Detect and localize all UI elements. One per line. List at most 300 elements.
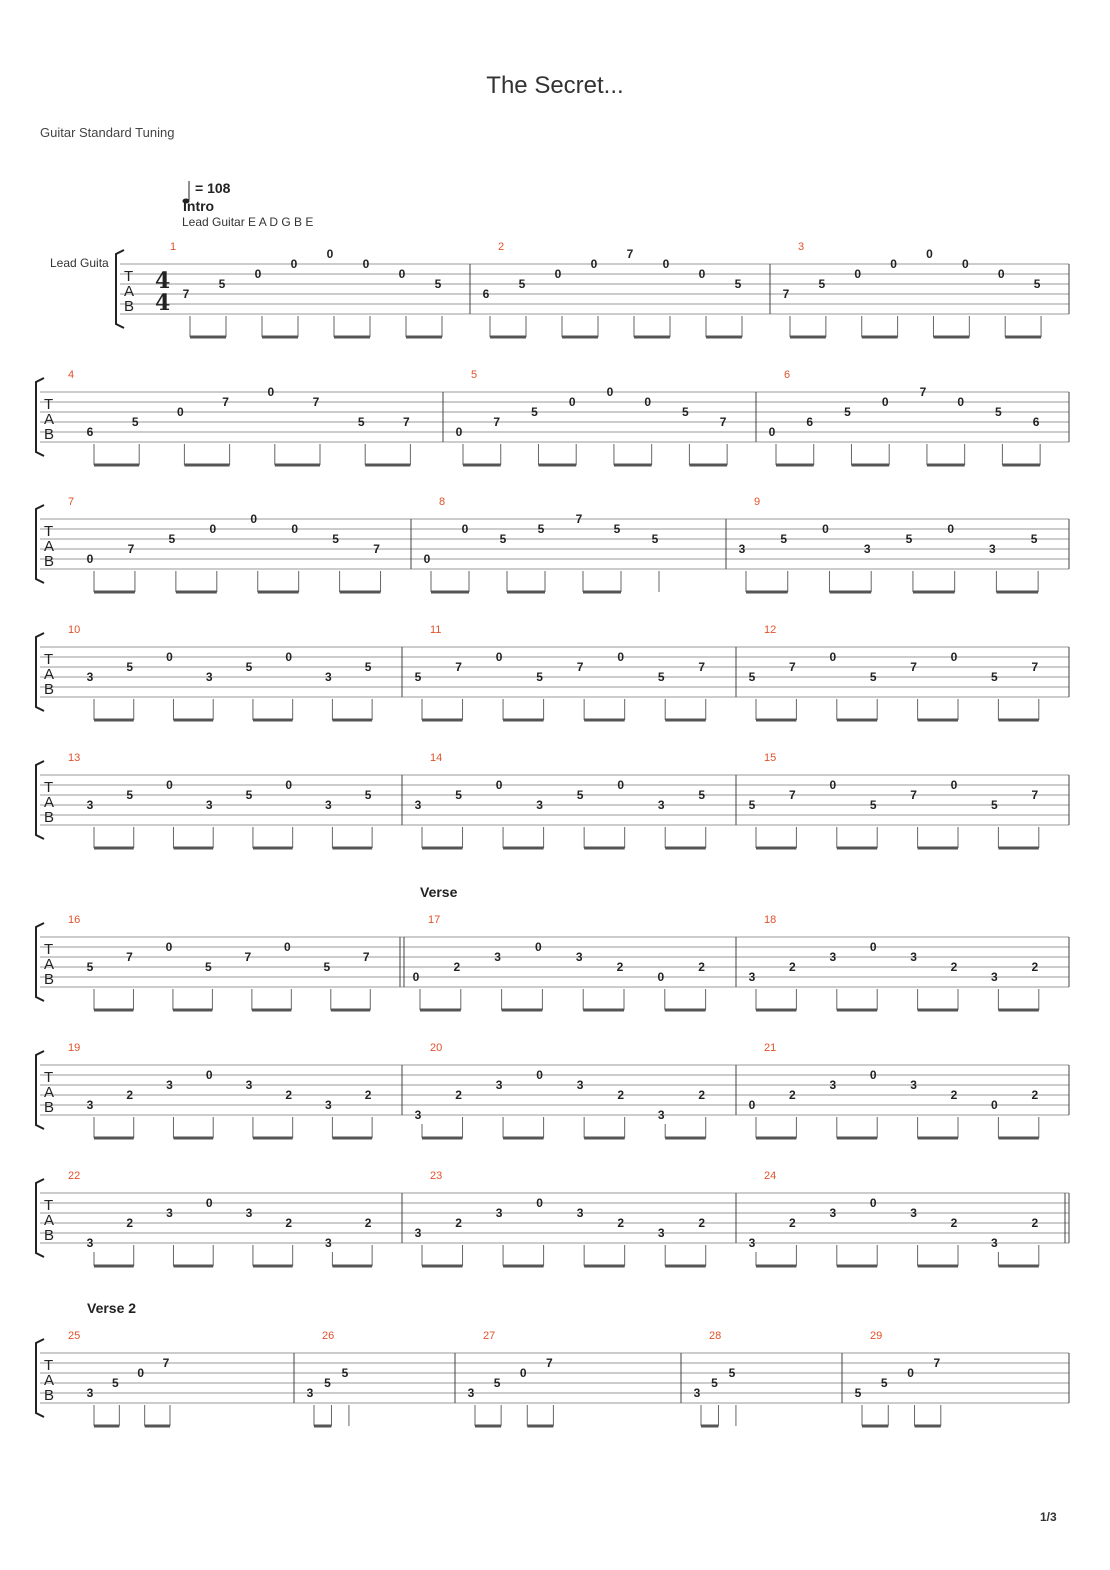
tab-clef-letter: T [44, 396, 54, 413]
fret-number: 2 [698, 1216, 706, 1230]
fret-number: 7 [126, 950, 133, 964]
tab-clef-letter: T [124, 268, 134, 285]
fret-number: 0 [285, 778, 293, 792]
tab-clef-letter: B [44, 1227, 55, 1244]
fret-number: 2 [616, 960, 624, 974]
fret-number: 2 [950, 1216, 958, 1230]
measure [855, 1330, 941, 1426]
fret-number: 3 [910, 1206, 917, 1220]
fret-number: 3 [989, 542, 996, 556]
fret-number: 7 [789, 788, 796, 802]
fret-number: 3 [910, 1078, 917, 1092]
measure-number: 26 [322, 1330, 335, 1342]
fret-number: 2 [617, 1088, 625, 1102]
measure-number: 25 [68, 1330, 81, 1342]
fret-number: 2 [126, 1088, 134, 1102]
system-bracket [36, 633, 44, 711]
fret-number: 5 [414, 670, 422, 684]
time-sig-top: 4 [155, 268, 171, 294]
fret-number: 0 [495, 778, 503, 792]
tab-system [36, 884, 1069, 1010]
fret-number: 5 [332, 532, 339, 546]
system-bracket [36, 378, 44, 456]
tempo-text: = 108 [195, 180, 231, 196]
fret-number: 2 [285, 1216, 293, 1230]
system-bracket [36, 761, 44, 839]
measure [749, 914, 1039, 1010]
fret-number: 5 [168, 532, 176, 546]
fret-number: 0 [412, 970, 420, 984]
fret-number: 3 [657, 1108, 665, 1122]
fret-number: 3 [748, 970, 756, 984]
fret-number: 7 [403, 415, 410, 429]
system-bracket [36, 505, 44, 583]
fret-number: 5 [323, 960, 331, 974]
fret-number: 0 [267, 385, 275, 399]
measure-number: 1 [170, 241, 177, 253]
fret-number: 3 [414, 798, 422, 812]
tab-clef-letter: A [44, 666, 55, 683]
fret-number: 0 [423, 552, 431, 566]
fret-number: 5 [218, 277, 226, 291]
section-label: Verse 2 [87, 1300, 137, 1316]
measure [749, 752, 1039, 848]
fret-number: 3 [86, 670, 94, 684]
fret-number: 7 [698, 660, 706, 674]
fret-number: 0 [950, 778, 958, 792]
tab-clef-letter: T [44, 1197, 54, 1214]
tab-clef-letter: A [44, 956, 55, 973]
fret-number: 5 [682, 405, 689, 419]
page-title: The Secret... [486, 72, 624, 99]
measure-number: 21 [764, 1042, 777, 1054]
fret-number: 5 [748, 670, 756, 684]
fret-number: 6 [86, 425, 94, 439]
fret-number: 3 [829, 950, 837, 964]
staff-label: Lead Guita [50, 256, 109, 270]
fret-number: 5 [131, 415, 139, 429]
fret-number: 3 [738, 542, 746, 556]
fret-number: 0 [554, 267, 562, 281]
measure [170, 241, 442, 337]
fret-number: 7 [182, 287, 190, 301]
fret-number: 5 [536, 670, 543, 684]
measure-number: 20 [430, 1042, 443, 1054]
tab-clef-letter: B [44, 1099, 55, 1116]
fret-number: 0 [698, 267, 706, 281]
tab-clef-letter: T [44, 779, 54, 796]
fret-number: 5 [748, 798, 756, 812]
measure-number: 29 [870, 1330, 883, 1342]
measure-number: 4 [68, 369, 75, 381]
fret-number: 0 [568, 395, 576, 409]
fret-number: 0 [165, 940, 173, 954]
fret-number: 5 [657, 670, 665, 684]
fret-number: 0 [205, 1196, 213, 1210]
fret-number: 5 [869, 670, 877, 684]
fret-number: 2 [455, 1216, 462, 1230]
measure-number: 28 [709, 1330, 722, 1342]
measure [68, 1170, 372, 1266]
tab-clef-letter: T [44, 941, 54, 958]
fret-number: 5 [205, 960, 212, 974]
fret-number: 5 [357, 415, 365, 429]
page-number: 1/3 [1040, 1510, 1057, 1524]
fret-number: 5 [869, 798, 877, 812]
fret-number: 0 [950, 650, 958, 664]
fret-number: 0 [662, 257, 670, 271]
fret-number: 0 [829, 650, 837, 664]
track-name: Lead Guitar E A D G B E [182, 215, 314, 229]
fret-number: 0 [617, 778, 625, 792]
fret-number: 3 [245, 1078, 253, 1092]
measure [68, 914, 370, 1010]
fret-number: 3 [693, 1386, 701, 1400]
measure-number: 8 [439, 496, 446, 508]
fret-number: 0 [326, 247, 334, 261]
fret-number: 2 [789, 960, 796, 974]
fret-number: 2 [789, 1088, 796, 1102]
tab-system [36, 752, 1069, 848]
measure [749, 1170, 1039, 1266]
fret-number: 0 [254, 267, 262, 281]
tuning-label: Guitar Standard Tuning [40, 125, 175, 140]
fret-number: 7 [626, 247, 634, 261]
fret-number: 5 [576, 788, 584, 802]
fret-number: 3 [657, 1226, 665, 1240]
measure-number: 22 [68, 1170, 81, 1182]
measure-number: 18 [764, 914, 777, 926]
tab-clef-letter: B [44, 553, 55, 570]
measure-number: 5 [471, 369, 478, 381]
fret-number: 3 [991, 970, 998, 984]
measure-number: 17 [428, 914, 441, 926]
measure [68, 752, 372, 848]
fret-number: 2 [950, 1088, 958, 1102]
measure-number: 3 [798, 241, 805, 253]
fret-number: 2 [950, 960, 958, 974]
fret-number: 2 [1031, 960, 1039, 974]
fret-number: 3 [829, 1206, 837, 1220]
fret-number: 3 [536, 798, 543, 812]
fret-number: 7 [362, 950, 370, 964]
fret-number: 3 [495, 1206, 503, 1220]
fret-number: 3 [205, 670, 213, 684]
fret-number: 7 [493, 415, 501, 429]
fret-number: 5 [86, 960, 94, 974]
section-intro: Intro [183, 198, 215, 214]
fret-number: 3 [576, 1078, 584, 1092]
fret-number: 5 [531, 405, 538, 419]
fret-number: 7 [455, 660, 462, 674]
fret-number: 7 [244, 950, 252, 964]
fret-number: 0 [869, 1068, 877, 1082]
measure [424, 496, 659, 592]
fret-number: 2 [698, 1088, 706, 1102]
tab-clef-letter: B [124, 298, 135, 315]
fret-number: 0 [822, 522, 829, 536]
fret-number: 0 [829, 778, 837, 792]
system-bracket [36, 923, 44, 1001]
fret-number: 5 [780, 532, 788, 546]
measure [68, 1330, 170, 1426]
fret-number: 0 [890, 257, 897, 271]
fret-number: 5 [728, 1366, 736, 1380]
fret-number: 3 [829, 1078, 837, 1092]
fret-number: 7 [312, 395, 320, 409]
fret-number: 3 [306, 1386, 314, 1400]
fret-number: 2 [698, 960, 705, 974]
fret-number: 2 [364, 1088, 372, 1102]
fret-number: 3 [910, 950, 917, 964]
tab-clef-letter: A [44, 1212, 55, 1229]
fret-number: 5 [126, 660, 134, 674]
fret-number: 3 [657, 798, 665, 812]
measure [783, 241, 1041, 337]
fret-number: 3 [991, 1236, 998, 1250]
fret-number: 0 [644, 395, 652, 409]
fret-number: 0 [250, 512, 258, 526]
fret-number: 6 [482, 287, 490, 301]
fret-number: 0 [166, 778, 173, 792]
fret-number: 5 [499, 532, 507, 546]
fret-number: 5 [844, 405, 851, 419]
tab-clef-letter: T [44, 651, 54, 668]
measure-number: 27 [483, 1330, 496, 1342]
fret-number: 2 [617, 1216, 625, 1230]
tab-system [36, 496, 1069, 592]
tab-system [36, 1300, 1069, 1426]
system-bracket [36, 1179, 44, 1257]
fret-number: 0 [854, 267, 862, 281]
measure-number: 12 [764, 624, 777, 636]
tab-clef-letter: T [44, 523, 54, 540]
tab-clef-letter: B [44, 681, 55, 698]
fret-number: 0 [519, 1366, 527, 1380]
fret-number: 0 [455, 425, 463, 439]
fret-number: 0 [869, 940, 877, 954]
tab-clef-letter: B [44, 426, 55, 443]
fret-number: 0 [536, 1196, 543, 1210]
fret-number: 0 [997, 267, 1005, 281]
fret-number: 5 [651, 532, 659, 546]
measure-number: 7 [68, 496, 75, 508]
fret-number: 7 [910, 660, 917, 674]
fret-number: 5 [518, 277, 526, 291]
fret-number: 3 [325, 798, 332, 812]
fret-number: 5 [493, 1376, 501, 1390]
tab-system [36, 369, 1069, 465]
fret-number: 2 [1031, 1088, 1039, 1102]
fret-number: 3 [86, 1098, 94, 1112]
fret-number: 0 [748, 1098, 756, 1112]
measure [68, 369, 410, 465]
fret-number: 7 [919, 385, 927, 399]
fret-number: 0 [137, 1366, 145, 1380]
measure [468, 1330, 554, 1426]
fret-number: 2 [364, 1216, 372, 1230]
measure [739, 496, 1038, 592]
fret-number: 7 [546, 1356, 553, 1370]
system-bracket [116, 250, 124, 328]
measure-number: 23 [430, 1170, 443, 1182]
tab-systems [36, 241, 1069, 1426]
measure [769, 369, 1040, 465]
tab-clef-letter: A [44, 411, 55, 428]
fret-number: 0 [291, 522, 299, 536]
fret-number: 7 [782, 287, 790, 301]
fret-number: 5 [537, 522, 545, 536]
fret-number: 5 [245, 660, 253, 674]
fret-number: 5 [455, 788, 462, 802]
fret-number: 3 [494, 950, 501, 964]
fret-number: 3 [205, 798, 213, 812]
fret-number: 5 [905, 532, 913, 546]
measure [307, 1330, 349, 1426]
tab-clef-letter: A [44, 794, 55, 811]
fret-number: 3 [166, 1078, 173, 1092]
fret-number: 5 [126, 788, 134, 802]
measure [749, 1042, 1039, 1138]
fret-number: 7 [162, 1356, 170, 1370]
tab-system [36, 1170, 1069, 1266]
fret-number: 7 [373, 542, 380, 556]
fret-number: 3 [325, 1098, 332, 1112]
fret-number: 5 [711, 1376, 718, 1390]
fret-number: 7 [719, 415, 727, 429]
fret-number: 0 [991, 1098, 998, 1112]
fret-number: 0 [957, 395, 965, 409]
tab-clef-letter: B [44, 809, 55, 826]
measure-number: 24 [764, 1170, 777, 1182]
fret-number: 3 [166, 1206, 173, 1220]
measure [749, 624, 1039, 720]
fret-number: 0 [869, 1196, 877, 1210]
measure [415, 752, 706, 848]
fret-number: 3 [575, 950, 583, 964]
measure-number: 2 [498, 241, 505, 253]
fret-number: 5 [734, 277, 742, 291]
fret-number: 2 [453, 960, 461, 974]
fret-number: 3 [495, 1078, 503, 1092]
measure-number: 19 [68, 1042, 81, 1054]
measure [483, 241, 742, 337]
measure-number: 15 [764, 752, 777, 764]
fret-number: 0 [166, 650, 173, 664]
tab-system [36, 1042, 1069, 1138]
fret-number: 3 [245, 1206, 253, 1220]
fret-number: 2 [285, 1088, 293, 1102]
fret-number: 5 [364, 788, 372, 802]
fret-number: 0 [535, 940, 542, 954]
measure-number: 16 [68, 914, 81, 926]
measure [68, 496, 381, 592]
fret-number: 0 [606, 385, 614, 399]
fret-number: 5 [818, 277, 826, 291]
time-sig-bottom: 4 [155, 290, 171, 316]
fret-number: 0 [177, 405, 184, 419]
fret-number: 5 [364, 660, 372, 674]
measure [68, 1042, 372, 1138]
tab-system [116, 241, 1069, 337]
measure [415, 624, 706, 720]
fret-number: 3 [414, 1108, 422, 1122]
fret-number: 0 [907, 1366, 914, 1380]
fret-number: 6 [1032, 415, 1040, 429]
fret-number: 7 [575, 512, 583, 526]
tab-clef-letter: A [44, 538, 55, 555]
measure [694, 1330, 736, 1426]
fret-number: 5 [698, 788, 706, 802]
measure-number: 10 [68, 624, 81, 636]
tab-clef-letter: B [44, 1387, 55, 1404]
system-bracket [36, 1339, 44, 1417]
tab-clef-letter: A [44, 1084, 55, 1101]
tab-clef-letter: T [44, 1357, 54, 1374]
fret-number: 0 [461, 522, 469, 536]
measure-number: 6 [784, 369, 791, 381]
fret-number: 7 [576, 660, 584, 674]
fret-number: 0 [536, 1068, 543, 1082]
fret-number: 3 [863, 542, 871, 556]
fret-number: 7 [910, 788, 917, 802]
fret-number: 0 [362, 257, 370, 271]
fret-number: 0 [590, 257, 598, 271]
measure-number: 13 [68, 752, 81, 764]
fret-number: 3 [325, 670, 332, 684]
fret-number: 5 [991, 670, 998, 684]
fret-number: 5 [324, 1376, 331, 1390]
fret-number: 3 [86, 1236, 94, 1250]
fret-number: 3 [467, 1386, 475, 1400]
system-bracket [36, 1051, 44, 1129]
measure-number: 14 [430, 752, 443, 764]
fret-number: 3 [576, 1206, 584, 1220]
fret-number: 5 [1030, 532, 1038, 546]
fret-number: 3 [86, 1386, 94, 1400]
measure [415, 1042, 706, 1138]
fret-number: 7 [127, 542, 135, 556]
measure-number: 9 [754, 496, 761, 508]
fret-number: 0 [285, 650, 293, 664]
fret-number: 5 [245, 788, 253, 802]
fret-number: 0 [926, 247, 933, 261]
fret-number: 3 [414, 1226, 422, 1240]
measure [413, 914, 706, 1010]
tab-clef-letter: A [44, 1372, 55, 1389]
tab-clef-letter: B [44, 971, 55, 988]
fret-number: 5 [111, 1376, 119, 1390]
tab-system [36, 624, 1069, 720]
section-label: Verse [420, 884, 458, 900]
fret-number: 3 [86, 798, 94, 812]
fret-number: 0 [947, 522, 955, 536]
measure-number: 11 [430, 624, 442, 636]
fret-number: 5 [880, 1376, 888, 1390]
fret-number: 0 [283, 940, 291, 954]
fret-number: 0 [398, 267, 406, 281]
fret-number: 5 [991, 798, 998, 812]
fret-number: 3 [748, 1236, 756, 1250]
fret-number: 2 [789, 1216, 796, 1230]
fret-number: 7 [1031, 788, 1039, 802]
measure [68, 624, 372, 720]
fret-number: 2 [455, 1088, 462, 1102]
fret-number: 2 [126, 1216, 134, 1230]
fret-number: 5 [341, 1366, 349, 1380]
fret-number: 2 [1031, 1216, 1039, 1230]
fret-number: 0 [961, 257, 969, 271]
